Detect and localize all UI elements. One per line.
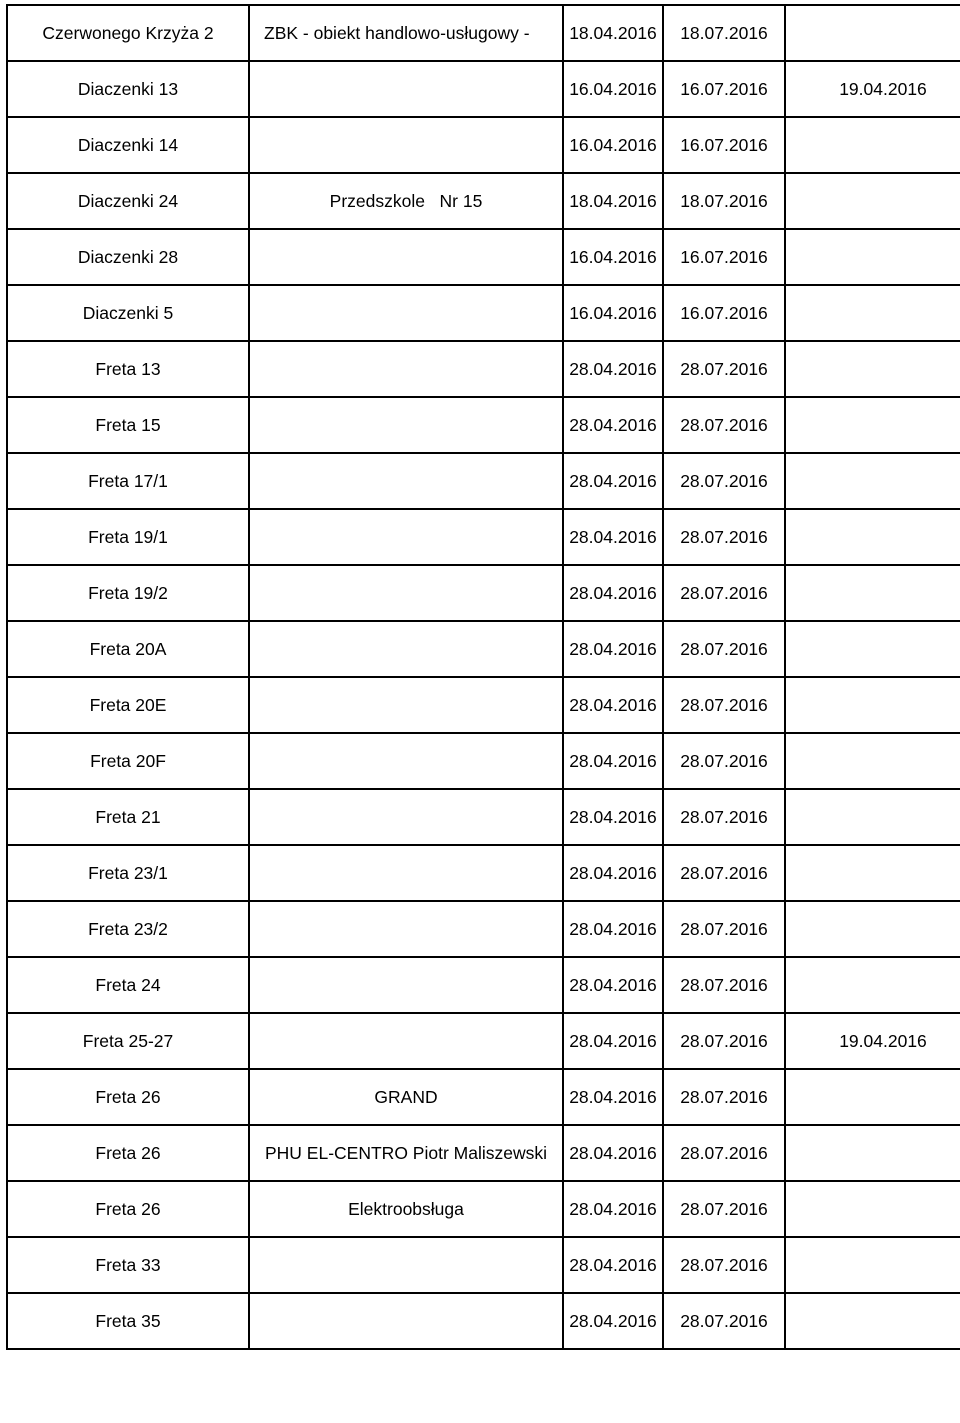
extra-date-cell (785, 677, 960, 733)
address-cell: Diaczenki 28 (7, 229, 249, 285)
date-from-cell: 28.04.2016 (563, 509, 663, 565)
date-from-cell: 28.04.2016 (563, 1013, 663, 1069)
date-from-cell: 28.04.2016 (563, 1181, 663, 1237)
extra-date-cell (785, 229, 960, 285)
extra-date-cell (785, 901, 960, 957)
date-to-cell: 16.07.2016 (663, 117, 785, 173)
extra-date-cell (785, 1069, 960, 1125)
table-row (7, 117, 960, 173)
address-cell: Freta 21 (7, 789, 249, 845)
date-to-cell: 28.07.2016 (663, 565, 785, 621)
address-cell: Freta 23/1 (7, 845, 249, 901)
date-from-cell: 16.04.2016 (563, 61, 663, 117)
date-from-cell: 28.04.2016 (563, 1237, 663, 1293)
date-from-cell: 28.04.2016 (563, 1125, 663, 1181)
facility-name-cell (249, 901, 563, 957)
date-from-cell: 28.04.2016 (563, 1069, 663, 1125)
extra-date-cell (785, 1237, 960, 1293)
table-row (7, 229, 960, 285)
date-from-cell: 18.04.2016 (563, 5, 663, 61)
date-from-cell: 28.04.2016 (563, 901, 663, 957)
extra-date-cell (785, 1125, 960, 1181)
address-cell: Diaczenki 24 (7, 173, 249, 229)
date-from-cell: 16.04.2016 (563, 117, 663, 173)
extra-date-cell (785, 1293, 960, 1349)
date-from-cell: 28.04.2016 (563, 677, 663, 733)
extra-date-cell (785, 453, 960, 509)
date-from-cell: 28.04.2016 (563, 621, 663, 677)
facility-name-cell (249, 453, 563, 509)
address-cell: Freta 35 (7, 1293, 249, 1349)
table-row (7, 789, 960, 845)
outage-schedule-table (6, 4, 960, 1350)
date-from-cell: 28.04.2016 (563, 957, 663, 1013)
facility-name-cell (249, 341, 563, 397)
facility-name-cell (249, 397, 563, 453)
facility-name-cell (249, 621, 563, 677)
table-row (7, 1069, 960, 1125)
table-row (7, 565, 960, 621)
extra-date-cell (785, 173, 960, 229)
table-row (7, 957, 960, 1013)
address-cell: Freta 15 (7, 397, 249, 453)
table-row (7, 621, 960, 677)
date-to-cell: 28.07.2016 (663, 957, 785, 1013)
address-cell: Freta 17/1 (7, 453, 249, 509)
date-to-cell: 28.07.2016 (663, 1125, 785, 1181)
table-row (7, 453, 960, 509)
date-to-cell: 16.07.2016 (663, 61, 785, 117)
extra-date-cell (785, 565, 960, 621)
date-to-cell: 28.07.2016 (663, 1181, 785, 1237)
table-row (7, 1237, 960, 1293)
table-row (7, 5, 960, 61)
facility-name-cell (249, 733, 563, 789)
table-row (7, 901, 960, 957)
date-to-cell: 28.07.2016 (663, 901, 785, 957)
extra-date-cell (785, 397, 960, 453)
table-row (7, 1013, 960, 1069)
facility-name-cell (249, 509, 563, 565)
date-to-cell: 16.07.2016 (663, 285, 785, 341)
facility-name-cell (249, 229, 563, 285)
facility-name-cell (249, 1293, 563, 1349)
address-cell: Diaczenki 13 (7, 61, 249, 117)
extra-date-cell (785, 5, 960, 61)
facility-name-cell (249, 845, 563, 901)
table-row (7, 1125, 960, 1181)
date-from-cell: 28.04.2016 (563, 397, 663, 453)
facility-name-cell (249, 789, 563, 845)
address-cell: Freta 26 (7, 1181, 249, 1237)
date-to-cell: 28.07.2016 (663, 1293, 785, 1349)
facility-name-cell (249, 677, 563, 733)
table-row (7, 61, 960, 117)
address-cell: Freta 26 (7, 1125, 249, 1181)
date-from-cell: 16.04.2016 (563, 229, 663, 285)
extra-date-cell (785, 117, 960, 173)
date-to-cell: 28.07.2016 (663, 509, 785, 565)
date-to-cell: 28.07.2016 (663, 789, 785, 845)
address-cell: Freta 25-27 (7, 1013, 249, 1069)
table-row (7, 733, 960, 789)
date-to-cell: 28.07.2016 (663, 1069, 785, 1125)
facility-name-cell (249, 1237, 563, 1293)
address-cell: Freta 20E (7, 677, 249, 733)
table-row (7, 397, 960, 453)
extra-date-cell (785, 1181, 960, 1237)
date-to-cell: 28.07.2016 (663, 845, 785, 901)
date-from-cell: 28.04.2016 (563, 845, 663, 901)
address-cell: Freta 33 (7, 1237, 249, 1293)
table-row (7, 845, 960, 901)
date-to-cell: 28.07.2016 (663, 677, 785, 733)
extra-date-cell (785, 789, 960, 845)
date-to-cell: 28.07.2016 (663, 733, 785, 789)
date-from-cell: 18.04.2016 (563, 173, 663, 229)
extra-date-cell: 19.04.2016 (785, 1013, 960, 1069)
facility-name-cell (249, 957, 563, 1013)
facility-name-cell (249, 61, 563, 117)
facility-name-cell: Elektroobsługa (249, 1181, 563, 1237)
date-to-cell: 28.07.2016 (663, 453, 785, 509)
table-row (7, 173, 960, 229)
address-cell: Freta 26 (7, 1069, 249, 1125)
address-cell: Freta 23/2 (7, 901, 249, 957)
extra-date-cell (785, 341, 960, 397)
address-cell: Freta 24 (7, 957, 249, 1013)
table-body (7, 5, 960, 1349)
date-to-cell: 28.07.2016 (663, 621, 785, 677)
date-to-cell: 16.07.2016 (663, 229, 785, 285)
address-cell: Freta 13 (7, 341, 249, 397)
facility-name-cell (249, 1013, 563, 1069)
facility-name-cell (249, 117, 563, 173)
date-to-cell: 28.07.2016 (663, 341, 785, 397)
facility-name-cell: ZBK - obiekt handlowo-usługowy - (249, 5, 563, 61)
facility-name-cell (249, 565, 563, 621)
date-to-cell: 18.07.2016 (663, 5, 785, 61)
date-to-cell: 28.07.2016 (663, 1013, 785, 1069)
facility-name-cell: PHU EL-CENTRO Piotr Maliszewski (249, 1125, 563, 1181)
extra-date-cell (785, 733, 960, 789)
extra-date-cell (785, 509, 960, 565)
extra-date-cell (785, 957, 960, 1013)
date-from-cell: 28.04.2016 (563, 733, 663, 789)
date-to-cell: 28.07.2016 (663, 1237, 785, 1293)
date-from-cell: 28.04.2016 (563, 789, 663, 845)
address-cell: Freta 20F (7, 733, 249, 789)
address-cell: Diaczenki 14 (7, 117, 249, 173)
date-from-cell: 28.04.2016 (563, 565, 663, 621)
extra-date-cell (785, 845, 960, 901)
table-row (7, 341, 960, 397)
date-to-cell: 18.07.2016 (663, 173, 785, 229)
date-from-cell: 28.04.2016 (563, 1293, 663, 1349)
facility-name-cell (249, 285, 563, 341)
date-from-cell: 28.04.2016 (563, 453, 663, 509)
date-from-cell: 28.04.2016 (563, 341, 663, 397)
date-from-cell: 16.04.2016 (563, 285, 663, 341)
date-to-cell: 28.07.2016 (663, 397, 785, 453)
address-cell: Freta 19/2 (7, 565, 249, 621)
facility-name-cell: Przedszkole Nr 15 (249, 173, 563, 229)
address-cell: Czerwonego Krzyża 2 (7, 5, 249, 61)
address-cell: Freta 20A (7, 621, 249, 677)
table-row (7, 509, 960, 565)
facility-name-cell: GRAND (249, 1069, 563, 1125)
address-cell: Diaczenki 5 (7, 285, 249, 341)
table-row (7, 677, 960, 733)
table-row (7, 1293, 960, 1349)
address-cell: Freta 19/1 (7, 509, 249, 565)
extra-date-cell: 19.04.2016 (785, 61, 960, 117)
table-row (7, 1181, 960, 1237)
table-row (7, 285, 960, 341)
extra-date-cell (785, 621, 960, 677)
extra-date-cell (785, 285, 960, 341)
